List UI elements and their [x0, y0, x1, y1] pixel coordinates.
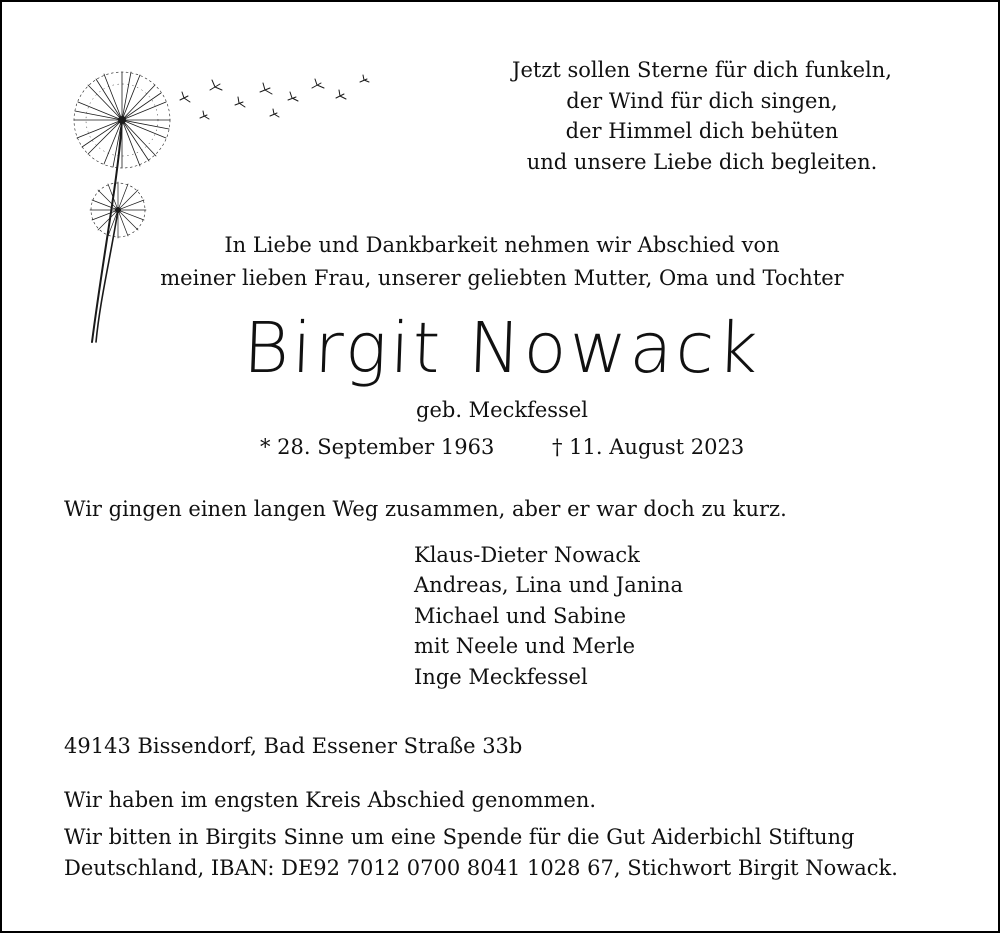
donation-line: Deutschland, IBAN: DE92 7012 0700 8041 1028 67, Stichwort Birgit Nowack.: [64, 856, 898, 880]
mourner: Michael und Sabine: [414, 603, 627, 628]
poem-line: Jetzt sollen Sterne für dich funkeln,: [512, 58, 892, 82]
donation-note: [64, 822, 898, 884]
mourner: Andreas, Lina und Janina: [414, 573, 684, 598]
intro-line: In Liebe und Dankbarkeit nehmen wir Abschied von: [224, 233, 780, 257]
poem-line: und unsere Liebe dich begleiten.: [526, 149, 878, 174]
intro-text: [2, 229, 1000, 295]
quote-text: Wir gingen einen langen Weg zusammen, aber er war doch zu kurz.: [64, 497, 787, 521]
mourners-list: [414, 540, 683, 692]
mourner: mit Neele und Merle: [414, 634, 636, 659]
mourner: Inge Meckfessel: [414, 664, 588, 689]
birth-date: * 28. September 1963: [260, 435, 495, 459]
mourner: Klaus-Dieter Nowack: [414, 543, 640, 567]
intro-line: meiner lieben Frau, unserer geliebten Mutter, Oma und Tochter: [160, 266, 844, 290]
address: 49143 Bissendorf, Bad Essener Straße 33b: [64, 734, 523, 758]
death-date: † 11. August 2023: [552, 435, 745, 459]
farewell-note: Wir haben im engsten Kreis Abschied genommen.: [64, 788, 597, 812]
deceased-name: Birgit Nowack: [241, 307, 763, 389]
donation-line: Wir bitten in Birgits Sinne um eine Spende für die Gut Aiderbichl Stiftung: [64, 825, 855, 849]
poem-line: der Wind für dich singen,: [566, 88, 838, 113]
birth-name: geb. Meckfessel: [416, 398, 588, 422]
poem-line: der Himmel dich behüten: [565, 119, 839, 143]
poem: [422, 55, 982, 177]
